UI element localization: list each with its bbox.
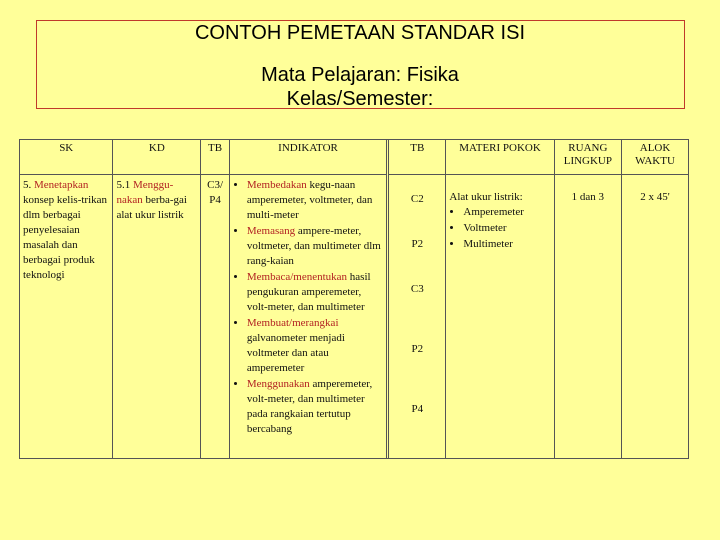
- list-item: • Amperemeter: [463, 205, 550, 220]
- cell-ruang-lingkup: [554, 175, 621, 459]
- materi-intro: Alat ukur listrik:: [449, 191, 523, 203]
- list-item: [247, 178, 383, 223]
- list-item: • Voltmeter: [463, 221, 550, 236]
- tb2-item: P4: [411, 403, 424, 415]
- indikator-verb: Membedakan: [246, 179, 307, 191]
- header-materi-pokok: MATERI POKOK: [446, 140, 554, 175]
- indikator-text: hasil pengukuran amperemeter, volt-meter, dan multimeter: [246, 271, 371, 313]
- header-kd: KD: [113, 140, 201, 175]
- tb2-item: P2: [411, 238, 424, 250]
- list-item: [247, 270, 383, 315]
- header-alok-waktu: ALOK WAKTU: [622, 140, 688, 175]
- cell-kd: [113, 175, 201, 459]
- header-sk: SK: [20, 140, 113, 175]
- class-semester-label: Kelas/Semester:: [286, 88, 434, 109]
- tb2-item: C2: [410, 193, 424, 205]
- sk-verb: Menetapkan: [34, 179, 89, 191]
- header-tb-2: TB: [388, 140, 446, 175]
- cell-tb: C3/ P4: [201, 175, 230, 459]
- cell-sk: [20, 175, 113, 459]
- sk-text: konsep kelis-trikan dlm berbagai penyelesaian masalah dan berbagai produk teknologi: [23, 194, 108, 281]
- header-tb: TB: [201, 140, 230, 175]
- list-item: [247, 224, 383, 269]
- indikator-verb: Memasang: [246, 225, 296, 237]
- tb2-item: C3: [410, 283, 424, 295]
- cell-tb-2: [388, 175, 446, 459]
- mapping-table-wrapper: [19, 139, 689, 459]
- sk-number: 5.: [23, 179, 32, 191]
- subject-label: Mata Pelajaran: Fisika: [261, 64, 459, 86]
- materi-list: [449, 205, 550, 252]
- kd-text: berba-gai alat ukur listrik: [116, 194, 187, 221]
- indikator-text: amperemeter, volt-meter, dan multimeter pada rangkaian tertutup bercabang: [246, 378, 373, 435]
- header-ruang-lingkup: RUANG LINGKUP: [554, 140, 621, 175]
- indikator-text: kegu-naan amperemeter, voltmeter, dan multi-meter: [246, 179, 373, 221]
- indikator-text: ampere-meter, voltmeter, dan multimeter dlm rang-kaian: [246, 225, 381, 267]
- list-item: [247, 377, 383, 437]
- list-item: • Multimeter: [463, 237, 550, 252]
- indikator-verb: Menggunakan: [246, 378, 310, 390]
- ruang-lingkup-value: 1 dan 3: [571, 191, 605, 203]
- page-title: CONTOH PEMETAAN STANDAR ISI: [194, 22, 526, 44]
- indikator-list: [233, 178, 383, 437]
- cell-alok-waktu: [622, 175, 688, 459]
- tb2-item: P2: [411, 343, 424, 355]
- indikator-verb: Membuat/merangkai: [246, 317, 339, 329]
- mapping-table: [20, 140, 688, 458]
- cell-indikator: [229, 175, 387, 459]
- kd-number: 5.1: [116, 179, 131, 191]
- alok-waktu-value: 2 x 45': [640, 191, 670, 203]
- list-item: [247, 316, 383, 376]
- cell-materi-pokok: [446, 175, 554, 459]
- indikator-verb: Membaca/menentukan: [246, 271, 348, 283]
- table-row: [20, 175, 688, 459]
- table-header-row: [20, 140, 688, 175]
- header-indikator: INDIKATOR: [229, 140, 387, 175]
- kd-verb: Menggu-nakan: [116, 179, 174, 206]
- indikator-text: galvanometer menjadi voltmeter dan atau amperemeter: [246, 332, 345, 374]
